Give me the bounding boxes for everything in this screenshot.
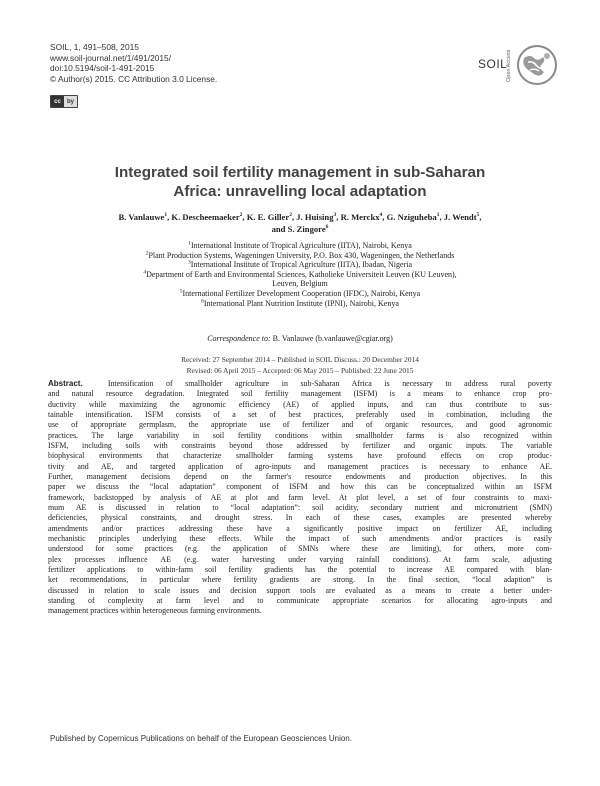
- abstract-line: paper we discuss the “local adaptation” component of ISFM and how this can be conceptualized within an ISFM: [48, 482, 552, 492]
- journal-name: SOIL: [478, 57, 508, 71]
- by-icon: by: [64, 96, 77, 107]
- abstract-line: use of appropriate germplasm, the appropriate use of fertilizer and of organic resources, and good agronomic: [48, 420, 552, 430]
- author: K. E. Giller$^2$: [246, 212, 292, 222]
- abstract-line: standing of complexity at farm level and to communicate appropriate scenarios for allocating agro-inputs and: [48, 595, 552, 605]
- title-line: Africa: unravelling local adaptation: [173, 183, 427, 200]
- abstract-line: Abstract. Intensification of smallholder agriculture in sub-Saharan Africa is necessary to address rural poverty: [48, 379, 552, 388]
- abstract-line: biophysical environments that characterize smallholder farming systems have profound effects on crop produc-: [48, 451, 552, 461]
- journal-logo: [478, 44, 558, 86]
- correspondence-email-link[interactable]: B. Vanlauwe (b.vanlauwe@cgiar.org): [272, 334, 393, 343]
- affiliation: $^6$International Plant Nutrition Institute (IPNI), Nairobi, Kenya: [201, 297, 399, 308]
- author-list: B. Vanlauwe$^1$, K. Descheemaeker$^2$, K. E. Giller$^2$, J. Huising$^3$, R. Merckx$^4$, G. Nziguheba$^1$, J. Wendt$^5$, and S. Zingore$^6$: [118, 212, 482, 234]
- abstract-line: ductivity while maximizing the agronomic efficiency (AE) of applied inputs, and can thus contribute to sus-: [48, 399, 552, 409]
- date-line: Revised: 06 April 2015 – Accepted: 06 May 2015 – Published: 22 June 2015: [186, 366, 414, 375]
- cc-icon: cc: [51, 96, 64, 107]
- abstract-line: framework, backstopped by analysis of AE at plot and farm level. At plot level, a set of four constraints to maxi-: [48, 492, 552, 502]
- date-line: Received: 27 September 2014 – Published in SOIL Discuss.: 20 December 2014: [181, 355, 419, 364]
- citation-block: [50, 42, 217, 84]
- open-access-label: Open Access: [506, 49, 512, 82]
- author: J. Wendt$^5$: [443, 212, 480, 222]
- affiliation: $^3$International Institute of Tropical Agriculture (IITA), Ibadan, Nigeria: [187, 259, 413, 270]
- abstract-line: ISFM, including soils with constraints beyond those addressed by fertilizer and organic inputs. The variable: [48, 440, 552, 450]
- author: J. Huising$^3$: [296, 212, 337, 222]
- abstract-line: mum AE is discussed in relation to “local adaptation”: soil acidity, secondary nutrient and micronutrient (SMN): [48, 502, 552, 512]
- abstract-line: fertilizer applications to within-farm soil fertility gradients has the potential to increase AE compared with blan-: [48, 564, 552, 574]
- abstract-line: deficiencies, physical constraints, and drought stress. In each of these cases, examples are presented whereby: [48, 513, 552, 523]
- publication-dates: [60, 354, 540, 376]
- affiliation: $^2$Plant Production Systems, Wageningen University, P.O. Box 430, Wageningen, the Netherlands: [145, 249, 455, 260]
- affiliation: Leuven, Belgium: [272, 279, 328, 289]
- cc-license-badge[interactable]: [50, 95, 78, 108]
- paper-title: [60, 163, 540, 201]
- abstract-line: discussed in relation to scale issues and decision support tools are evaluated as a means to create a better under-: [48, 585, 552, 595]
- abstract-line: tivity and AE, and targeted application of agro-inputs and management practices is necessary to enhance AE.: [48, 461, 552, 471]
- title-line: Integrated soil fertility management in sub-Saharan: [114, 164, 486, 181]
- affiliation: $^4$Department of Earth and Environmental Sciences, Katholieke Universiteit Leuven (KU Leuven),: [143, 269, 457, 279]
- soil-globe-icon: [516, 44, 558, 86]
- abstract-line: plex processes influence AE (e.g. water harvesting under varying rainfall conditions). At farm scale, adjusting: [48, 554, 552, 564]
- author: K. Descheemaeker$^2$: [171, 212, 243, 222]
- abstract-line: management practices within heterogeneous farming environments.: [48, 606, 262, 616]
- abstract-line: amendments and/or practices addressing these have a significantly positive impact on fertilizer AE, including: [48, 523, 552, 533]
- citation-line: SOIL, 1, 491–508, 2015: [50, 42, 139, 52]
- publisher-footer: Published by Copernicus Publications on behalf of the European Geosciences Union.: [50, 734, 352, 743]
- affiliation: $^1$International Institute of Tropical Agriculture (IITA), Nairobi, Kenya: [188, 240, 412, 250]
- doi-link[interactable]: doi:10.5194/soil-1-491-2015: [50, 63, 155, 73]
- correspondence-label: Correspondence to:: [207, 334, 271, 343]
- abstract-line: and natural resource degradation. Integrated soil fertility management (ISFM) is a means to enhance crop pro-: [48, 389, 552, 399]
- author: B. Vanlauwe$^1$: [118, 212, 168, 222]
- abstract-line: Further, management decisions depend on the farmer's resource endowments and production objectives. In this: [48, 471, 552, 481]
- abstract-line: understood for some practices (e.g. the application of SMNs where these are limiting), for others, more com-: [48, 544, 552, 554]
- author: G. Nziguheba$^1$: [386, 212, 440, 222]
- affiliation: $^5$International Fertilizer Development Cooperation (IFDC), Nairobi, Kenya: [179, 288, 421, 298]
- author: R. Merckx$^4$: [340, 212, 383, 222]
- abstract: [48, 379, 552, 617]
- author: and S. Zingore$^6$: [271, 223, 329, 234]
- correspondence: [60, 334, 540, 343]
- copyright-line: © Author(s) 2015. CC Attribution 3.0 License.: [50, 73, 218, 84]
- affiliations: [60, 241, 540, 308]
- abstract-line: practices. The large variability in soil fertility conditions within smallholder farms is also recognized within: [48, 430, 552, 440]
- abstract-heading: Abstract.: [48, 379, 83, 388]
- abstract-line: mechanistic principles underlying these effects. While the impact of such amendments and/or practices is easily: [48, 533, 552, 543]
- abstract-line: ket recommendations, in particular where fertility gradients are strong. In the final section, “local adaption” is: [48, 575, 552, 585]
- journal-url-link[interactable]: www.soil-journal.net/1/491/2015/: [50, 52, 172, 63]
- abstract-line: tainable intensification. ISFM consists of a set of best practices, preferably used in combination, including the: [48, 409, 552, 419]
